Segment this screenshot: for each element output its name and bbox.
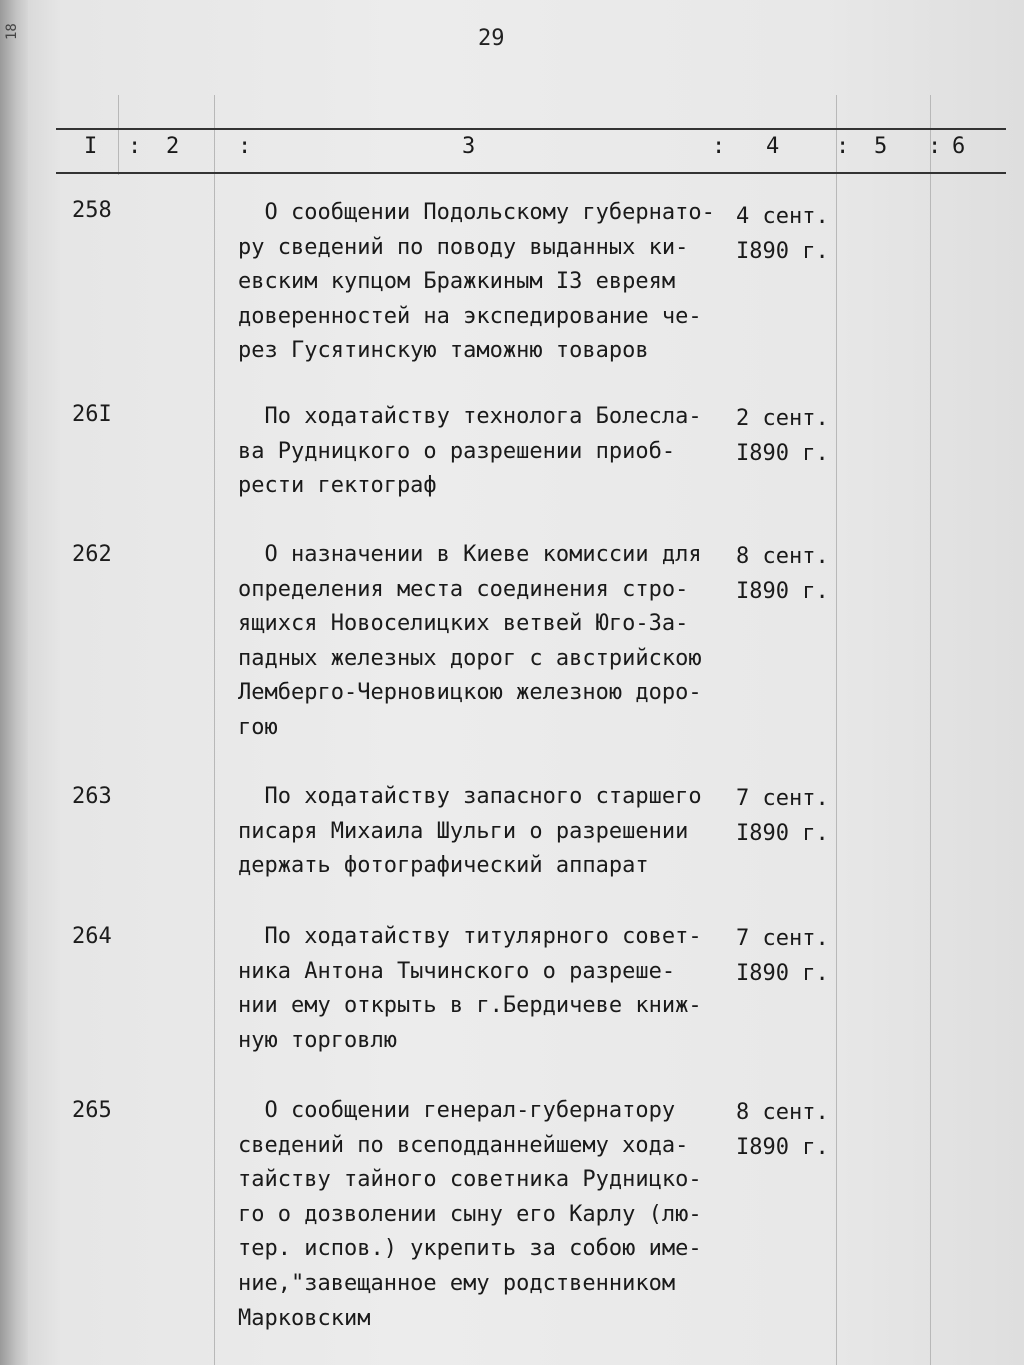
date-year: I890 г. bbox=[736, 960, 829, 986]
header-sep: : bbox=[836, 134, 850, 159]
entry-line: определения места соединения стро- bbox=[238, 576, 689, 602]
header-col-6: 6 bbox=[952, 134, 966, 159]
entry-line: Лемберго-Черновицкою железною доро- bbox=[238, 680, 702, 706]
entry-line: По ходатайству титулярного совет- bbox=[238, 924, 702, 949]
header-sep: : bbox=[712, 134, 726, 159]
entry-number: 265 bbox=[72, 1098, 112, 1123]
date-year: I890 г. bbox=[736, 440, 829, 466]
date-day: 8 сент. bbox=[736, 544, 829, 569]
header-sep: : bbox=[928, 134, 942, 159]
entry-number: 258 bbox=[72, 198, 112, 223]
entry-number: 263 bbox=[72, 784, 112, 809]
entry-date bbox=[736, 1096, 829, 1165]
date-year: I890 г. bbox=[736, 578, 829, 604]
header-top-rule bbox=[56, 128, 1006, 130]
date-day: 4 сент. bbox=[736, 204, 829, 229]
entry-line: писаря Михаила Шульги о разрешении bbox=[238, 818, 689, 844]
entry-description bbox=[238, 538, 738, 746]
date-day: 2 сент. bbox=[736, 406, 829, 431]
entry-line: нии ему открыть в г.Бердичеве книж- bbox=[238, 993, 702, 1019]
header-col-2: 2 bbox=[166, 134, 180, 159]
date-year: I890 г. bbox=[736, 1134, 829, 1160]
header-col-1: I bbox=[84, 134, 98, 159]
page-number: 29 bbox=[478, 26, 505, 51]
date-day: 7 сент. bbox=[736, 926, 829, 951]
entry-line: ние,"завещанное ему родственником bbox=[238, 1270, 676, 1296]
entry-line: тайству тайного советника Рудницко- bbox=[238, 1167, 702, 1193]
column-rule bbox=[836, 95, 837, 1365]
entry-date bbox=[736, 540, 829, 609]
date-day: 7 сент. bbox=[736, 786, 829, 811]
column-rule bbox=[118, 95, 119, 175]
entry-description bbox=[238, 780, 738, 884]
entry-line: доверенностей на экспедирование че- bbox=[238, 303, 702, 329]
entry-line: тер. испов.) укрепить за собою име- bbox=[238, 1236, 702, 1262]
entry-number: 264 bbox=[72, 924, 112, 949]
date-year: I890 г. bbox=[736, 238, 829, 264]
header-sep: : bbox=[128, 134, 142, 159]
page-binding bbox=[0, 0, 28, 1365]
binding-label: 18 bbox=[4, 23, 20, 40]
entry-number: 262 bbox=[72, 542, 112, 567]
date-day: 8 сент. bbox=[736, 1100, 829, 1125]
entry-line: евским купцом Бражкиным I3 евреям bbox=[238, 269, 676, 295]
entry-line: ную торговлю bbox=[238, 1027, 397, 1053]
entry-description bbox=[238, 196, 738, 369]
entry-line: По ходатайству запасного старшего bbox=[238, 784, 702, 809]
column-rule bbox=[214, 95, 215, 1365]
entry-line: рести гектограф bbox=[238, 473, 437, 499]
entry-description bbox=[238, 1094, 738, 1336]
date-year: I890 г. bbox=[736, 820, 829, 846]
column-rule bbox=[930, 95, 931, 1365]
entry-date bbox=[736, 782, 829, 851]
header-col-3: 3 bbox=[462, 134, 476, 159]
entry-line: падных железных дорог с австрийскою bbox=[238, 645, 702, 671]
entry-line: ру сведений по поводу выданных ки- bbox=[238, 234, 689, 260]
entry-description bbox=[238, 400, 738, 504]
entry-line: О сообщении генерал-губернатору bbox=[238, 1098, 676, 1123]
header-sep: : bbox=[238, 134, 252, 159]
entry-line: ящихся Новоселицких ветвей Юго-За- bbox=[238, 611, 689, 637]
entry-description bbox=[238, 920, 738, 1058]
entry-date bbox=[736, 922, 829, 991]
entry-line: держать фотографический аппарат bbox=[238, 853, 649, 879]
entry-line: ника Антона Тычинского о разреше- bbox=[238, 958, 676, 984]
entry-date bbox=[736, 200, 829, 269]
header-col-4: 4 bbox=[766, 134, 780, 159]
entry-line: сведений по всеподданнейшему хода- bbox=[238, 1132, 689, 1158]
entry-line: го о дозволении сыну его Карлу (лю- bbox=[238, 1201, 702, 1227]
entry-line: О назначении в Киеве комиссии для bbox=[238, 542, 702, 567]
header-col-5: 5 bbox=[874, 134, 888, 159]
entry-line: Марковским bbox=[238, 1305, 371, 1331]
entry-line: ва Рудницкого о разрешении приоб- bbox=[238, 438, 676, 464]
entry-line: гою bbox=[238, 714, 278, 740]
entry-line: О сообщении Подольскому губернато- bbox=[238, 200, 715, 225]
entry-line: По ходатайству технолога Болесла- bbox=[238, 404, 702, 429]
entry-line: рез Гусятинскую таможню товаров bbox=[238, 338, 649, 364]
entry-date bbox=[736, 402, 829, 471]
entry-number: 26I bbox=[72, 402, 112, 427]
header-bottom-rule bbox=[56, 172, 1006, 174]
